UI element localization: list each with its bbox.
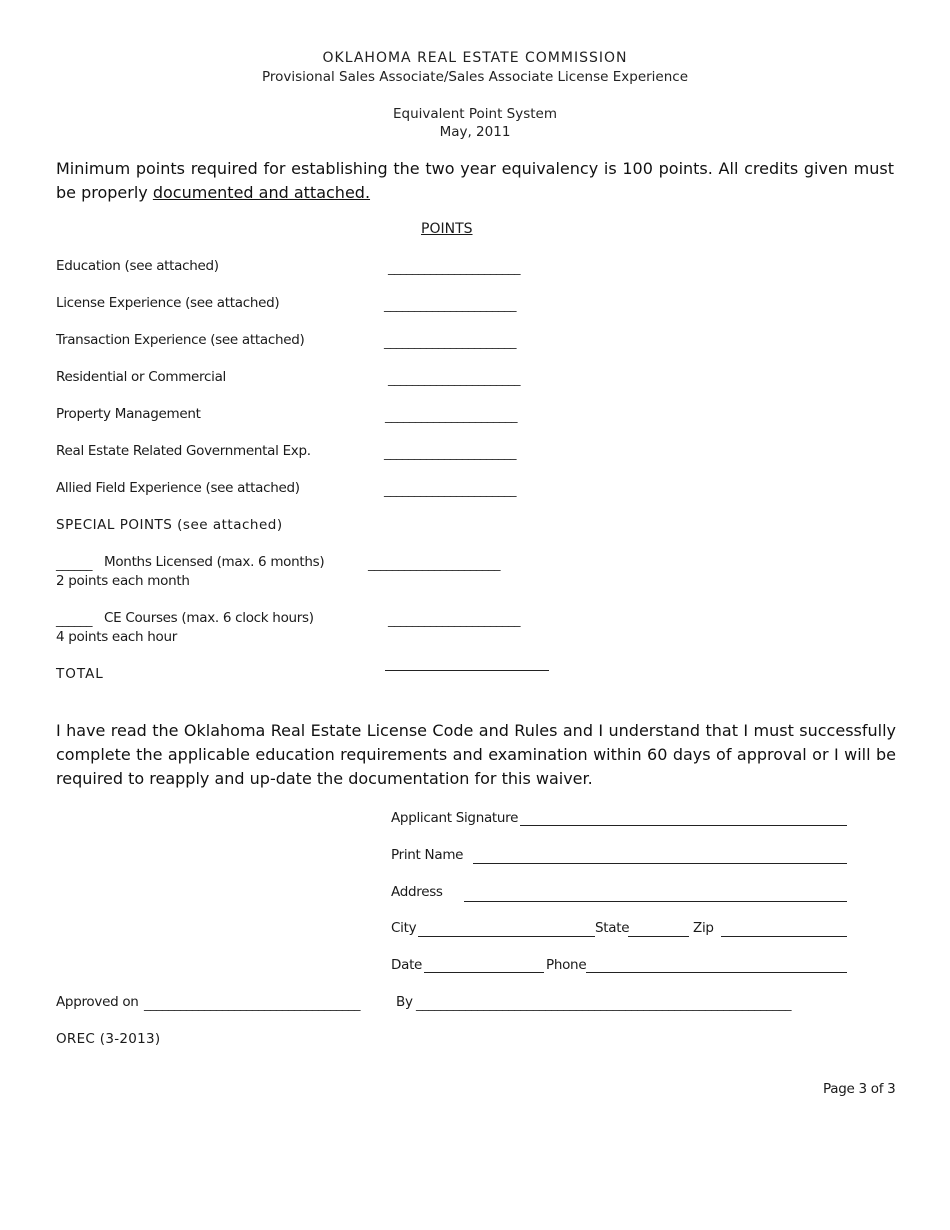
- system-title: Equivalent Point System: [392, 106, 558, 122]
- ce-courses-label: CE Courses (max. 6 clock hours): [104, 610, 314, 626]
- city-label: City: [391, 920, 417, 936]
- ce-courses-count[interactable]: ______: [56, 613, 92, 628]
- points-field-residential-commercial[interactable]: ______________________: [388, 372, 520, 387]
- commission-title: OKLAHOMA REAL ESTATE COMMISSION: [322, 50, 628, 66]
- phone-field[interactable]: [586, 972, 847, 973]
- date-field[interactable]: [424, 972, 544, 973]
- row-allied-field: Allied Field Experience (see attached): [56, 480, 300, 496]
- print-name-label: Print Name: [391, 847, 464, 863]
- page-number: Page 3 of 3: [823, 1081, 896, 1097]
- points-field-months-licensed[interactable]: ______________________: [368, 557, 500, 572]
- zip-field[interactable]: [721, 936, 847, 937]
- row-governmental-exp: Real Estate Related Governmental Exp.: [56, 443, 311, 459]
- approved-on-label: Approved on: [56, 994, 139, 1010]
- points-field-governmental-exp[interactable]: ______________________: [384, 446, 516, 461]
- points-field-allied-field[interactable]: ______________________: [384, 483, 516, 498]
- ce-courses-note: 4 points each hour: [56, 629, 178, 645]
- applicant-signature-field[interactable]: [520, 825, 847, 826]
- months-licensed-note: 2 points each month: [56, 573, 190, 589]
- approved-on-field[interactable]: ____________________________________: [144, 997, 360, 1012]
- date-label: Date: [391, 957, 423, 973]
- total-field[interactable]: [385, 670, 549, 671]
- intro-underlined: documented and attached.: [152, 183, 371, 202]
- address-label: Address: [391, 884, 443, 900]
- certification-statement: I have read the Oklahoma Real Estate License Code and Rules and I understand that I must successfully complete the applicable education requirements and examination within 60 days of approval or I will be required to reapply and up-date the documentation for this waiver.: [56, 721, 896, 788]
- city-field[interactable]: [418, 936, 595, 937]
- row-license-experience: License Experience (see attached): [56, 295, 280, 311]
- months-licensed-label: Months Licensed (max. 6 months): [104, 554, 325, 570]
- months-licensed-count[interactable]: ______: [56, 557, 92, 572]
- special-points-title: SPECIAL POINTS (see attached): [56, 517, 283, 533]
- points-field-ce-courses[interactable]: ______________________: [388, 613, 520, 628]
- form-subtitle: Provisional Sales Associate/Sales Associate License Experience: [261, 69, 689, 85]
- print-name-field[interactable]: [473, 863, 847, 864]
- row-property-management: Property Management: [56, 406, 201, 422]
- by-field[interactable]: _____________________________________________________________: [416, 997, 792, 1012]
- intro-paragraph: [56, 157, 894, 205]
- row-education: Education (see attached): [56, 258, 219, 274]
- intro-text: Minimum points required for establishing the two year equivalency is 100 points. All credits given must be properly: [56, 159, 894, 202]
- row-transaction-experience: Transaction Experience (see attached): [56, 332, 305, 348]
- form-date: May, 2011: [439, 124, 511, 140]
- points-field-license-experience[interactable]: ______________________: [384, 298, 516, 313]
- address-field[interactable]: [464, 901, 847, 902]
- points-field-education[interactable]: ______________________: [388, 261, 520, 276]
- points-field-transaction-experience[interactable]: ______________________: [384, 335, 516, 350]
- applicant-signature-label: Applicant Signature: [391, 810, 519, 826]
- zip-label: Zip: [693, 920, 714, 936]
- row-residential-commercial: Residential or Commercial: [56, 369, 226, 385]
- by-label: By: [396, 994, 413, 1010]
- phone-label: Phone: [546, 957, 587, 973]
- state-field[interactable]: [628, 936, 689, 937]
- points-header: POINTS: [421, 221, 473, 237]
- total-label: TOTAL: [56, 666, 104, 682]
- state-label: State: [595, 920, 630, 936]
- form-id: OREC (3-2013): [56, 1031, 161, 1047]
- points-field-property-management[interactable]: ______________________: [385, 409, 517, 424]
